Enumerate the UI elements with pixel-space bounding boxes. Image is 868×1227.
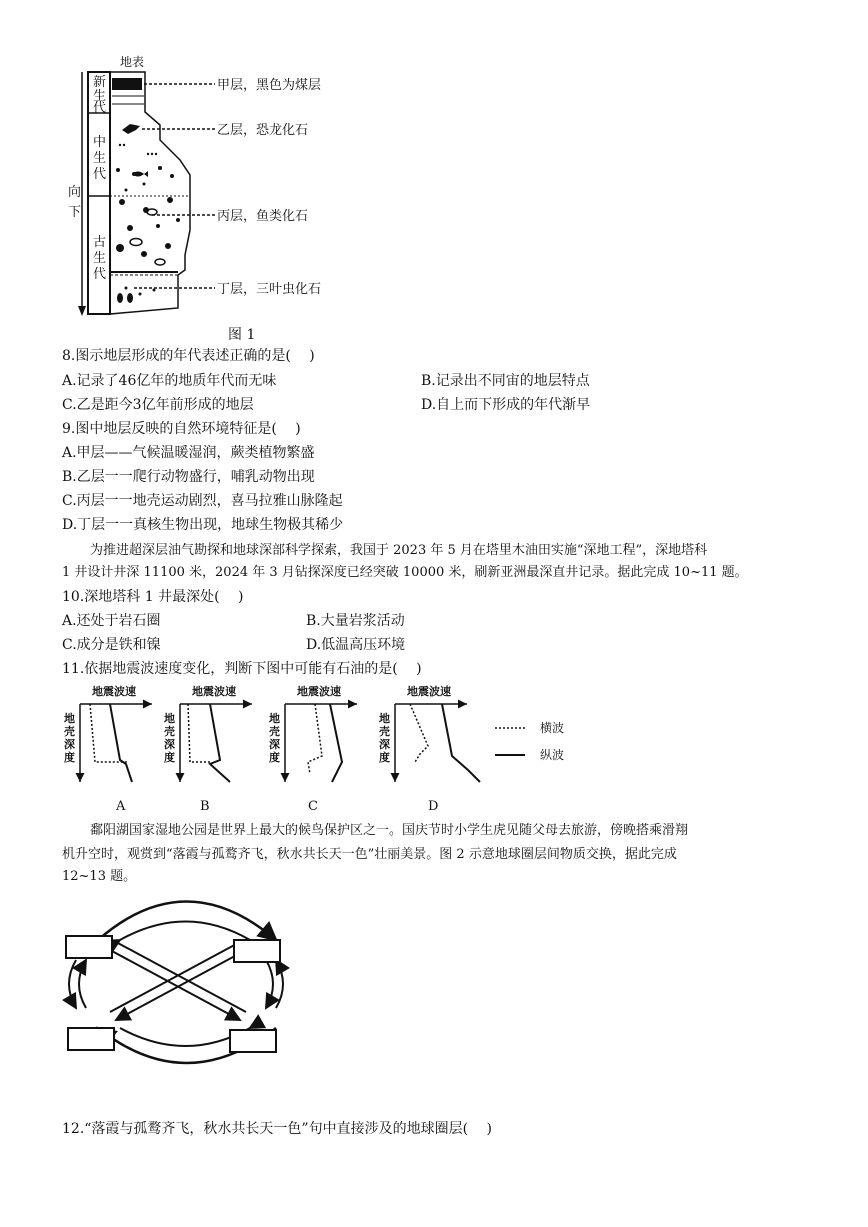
chart-c-label: C: [308, 799, 318, 814]
era-cenozoic-3: 代: [93, 101, 107, 116]
surface-label: 地表: [120, 55, 145, 69]
svg-text:深: 深: [379, 738, 390, 751]
svg-text:度: 度: [164, 751, 175, 764]
svg-text:深: 深: [269, 738, 280, 751]
legend-longitudinal: 纵波: [540, 748, 565, 762]
figure2: [58, 888, 318, 1068]
chart-d-label: D: [428, 799, 439, 814]
figure1-caption: 图 1: [228, 327, 256, 343]
svg-text:度: 度: [64, 751, 75, 764]
q8-option-d: D.自上而下形成的年代渐早: [421, 397, 591, 413]
direction-label-1: 向: [68, 185, 82, 200]
q12-stem: 12.“落霞与孤鹜齐飞，秋水共长天一色”句中直接涉及的地球圈层( ): [62, 1121, 492, 1137]
chart-d-xlabel: 地震波速: [407, 685, 451, 698]
svg-text:壳: 壳: [64, 725, 75, 738]
chart-a-label: A: [116, 799, 126, 814]
era-paleozoic-3: 代: [93, 267, 107, 282]
era-cenozoic-1: 新: [93, 75, 107, 90]
svg-text:壳: 壳: [379, 725, 390, 738]
chart-b-label: B: [200, 799, 210, 814]
era-paleozoic-2: 生: [93, 251, 107, 266]
figure1: [60, 50, 380, 330]
chart-b-xlabel: 地震波速: [192, 685, 236, 698]
chart-c-xlabel: 地震波速: [297, 685, 341, 698]
legend-transverse: 横波: [540, 721, 565, 735]
stratigraphic-column-diagram: [60, 50, 380, 330]
seismic-chart-c: [269, 684, 357, 814]
era-paleozoic-1: 古: [93, 235, 107, 250]
svg-text:壳: 壳: [164, 725, 175, 738]
passage2-line2: 机升空时，观赏到“落霞与孤鹜齐飞，秋水共长天一色”壮丽美景。图 2 示意地球圈层间物质交换，据此完成: [62, 847, 677, 862]
layer-label-yi: 乙层，恐龙化石: [217, 123, 309, 138]
svg-text:地: 地: [379, 712, 390, 725]
layer-label-ding: 丁层，三叶虫化石: [217, 282, 322, 297]
q8-option-c: C.乙是距今3亿年前形成的地层: [62, 397, 254, 413]
passage1-line2: 1 井设计井深 11100 米，2024 年 3 月钻探深度已经突破 10000 米，刷新亚洲最深直井记录。据此完成 10~11 题。: [62, 565, 748, 580]
q8-stem: 8.图示地层形成的年代表述正确的是( ): [62, 348, 315, 364]
fish-fossil-icon: [132, 171, 148, 177]
svg-text:壳: 壳: [269, 725, 280, 738]
q9-option-c: C.丙层一一地壳运动剧烈，喜马拉雅山脉隆起: [62, 493, 343, 509]
passage2-line1: 鄱阳湖国家湿地公园是世界上最大的候鸟保护区之一。国庆节时小学生虎见随父母去旅游，傍晚搭乘滑翔: [90, 823, 689, 838]
svg-text:地: 地: [164, 712, 175, 725]
svg-text:地: 地: [64, 712, 75, 725]
era-cenozoic-2: 生: [93, 89, 107, 104]
q10-option-d: D.低温高压环境: [306, 637, 406, 653]
q8-option-b: B.记录出不同宙的地层特点: [421, 373, 590, 389]
direction-label-2: 下: [68, 205, 82, 220]
era-mesozoic-3: 代: [93, 167, 107, 182]
trilobite-fossil-icon: [117, 293, 123, 303]
era-mesozoic-1: 中: [93, 135, 107, 150]
q9-option-b: B.乙层一一爬行动物盛行，哺乳动物出现: [62, 469, 315, 485]
q9-stem: 9.图中地层反映的自然环境特征是( ): [62, 421, 301, 437]
coal-layer: [112, 78, 142, 90]
chart-a-xlabel: 地震波速: [92, 685, 136, 698]
svg-text:地: 地: [269, 712, 280, 725]
era-mesozoic-2: 生: [93, 151, 107, 166]
passage2-line3: 12~13 题。: [62, 869, 137, 884]
q10-option-a: A.还处于岩石圈: [62, 613, 161, 629]
seismic-legend: [495, 720, 564, 762]
seismic-chart-a: [64, 684, 152, 814]
passage1-line1: 为推进超深层油气勘探和地球深部科学探索，我国于 2023 年 5 月在塔里木油田实施“深地工程”，深地塔科: [90, 543, 708, 558]
layer-label-jia: 甲层，黑色为煤层: [217, 78, 322, 93]
seismic-wave-charts: [60, 682, 620, 817]
q9-option-d: D.丁层一一真核生物出现，地球生物极其稀少: [62, 517, 344, 533]
seismic-chart-b: [164, 684, 252, 814]
svg-text:度: 度: [379, 751, 390, 764]
svg-text:深: 深: [64, 738, 75, 751]
seismic-chart-d: [379, 684, 480, 814]
layer-label-bing: 丙层，鱼类化石: [217, 209, 309, 224]
q11-stem: 11.依据地震波速度变化，判断下图中可能有石油的是( ): [62, 661, 422, 677]
q9-option-a: A.甲层——气候温暖湿润，蕨类植物繁盛: [62, 445, 315, 461]
q8-option-a: A.记录了46亿年的地质年代而无味: [62, 373, 277, 389]
dinosaur-fossil-icon: [122, 124, 140, 134]
svg-text:深: 深: [164, 738, 175, 751]
q10-stem: 10.深地塔科 1 井最深处( ): [62, 589, 244, 605]
q10-option-b: B.大量岩浆活动: [306, 613, 405, 629]
svg-text:度: 度: [269, 751, 280, 764]
q10-option-c: C.成分是铁和镍: [62, 637, 161, 653]
